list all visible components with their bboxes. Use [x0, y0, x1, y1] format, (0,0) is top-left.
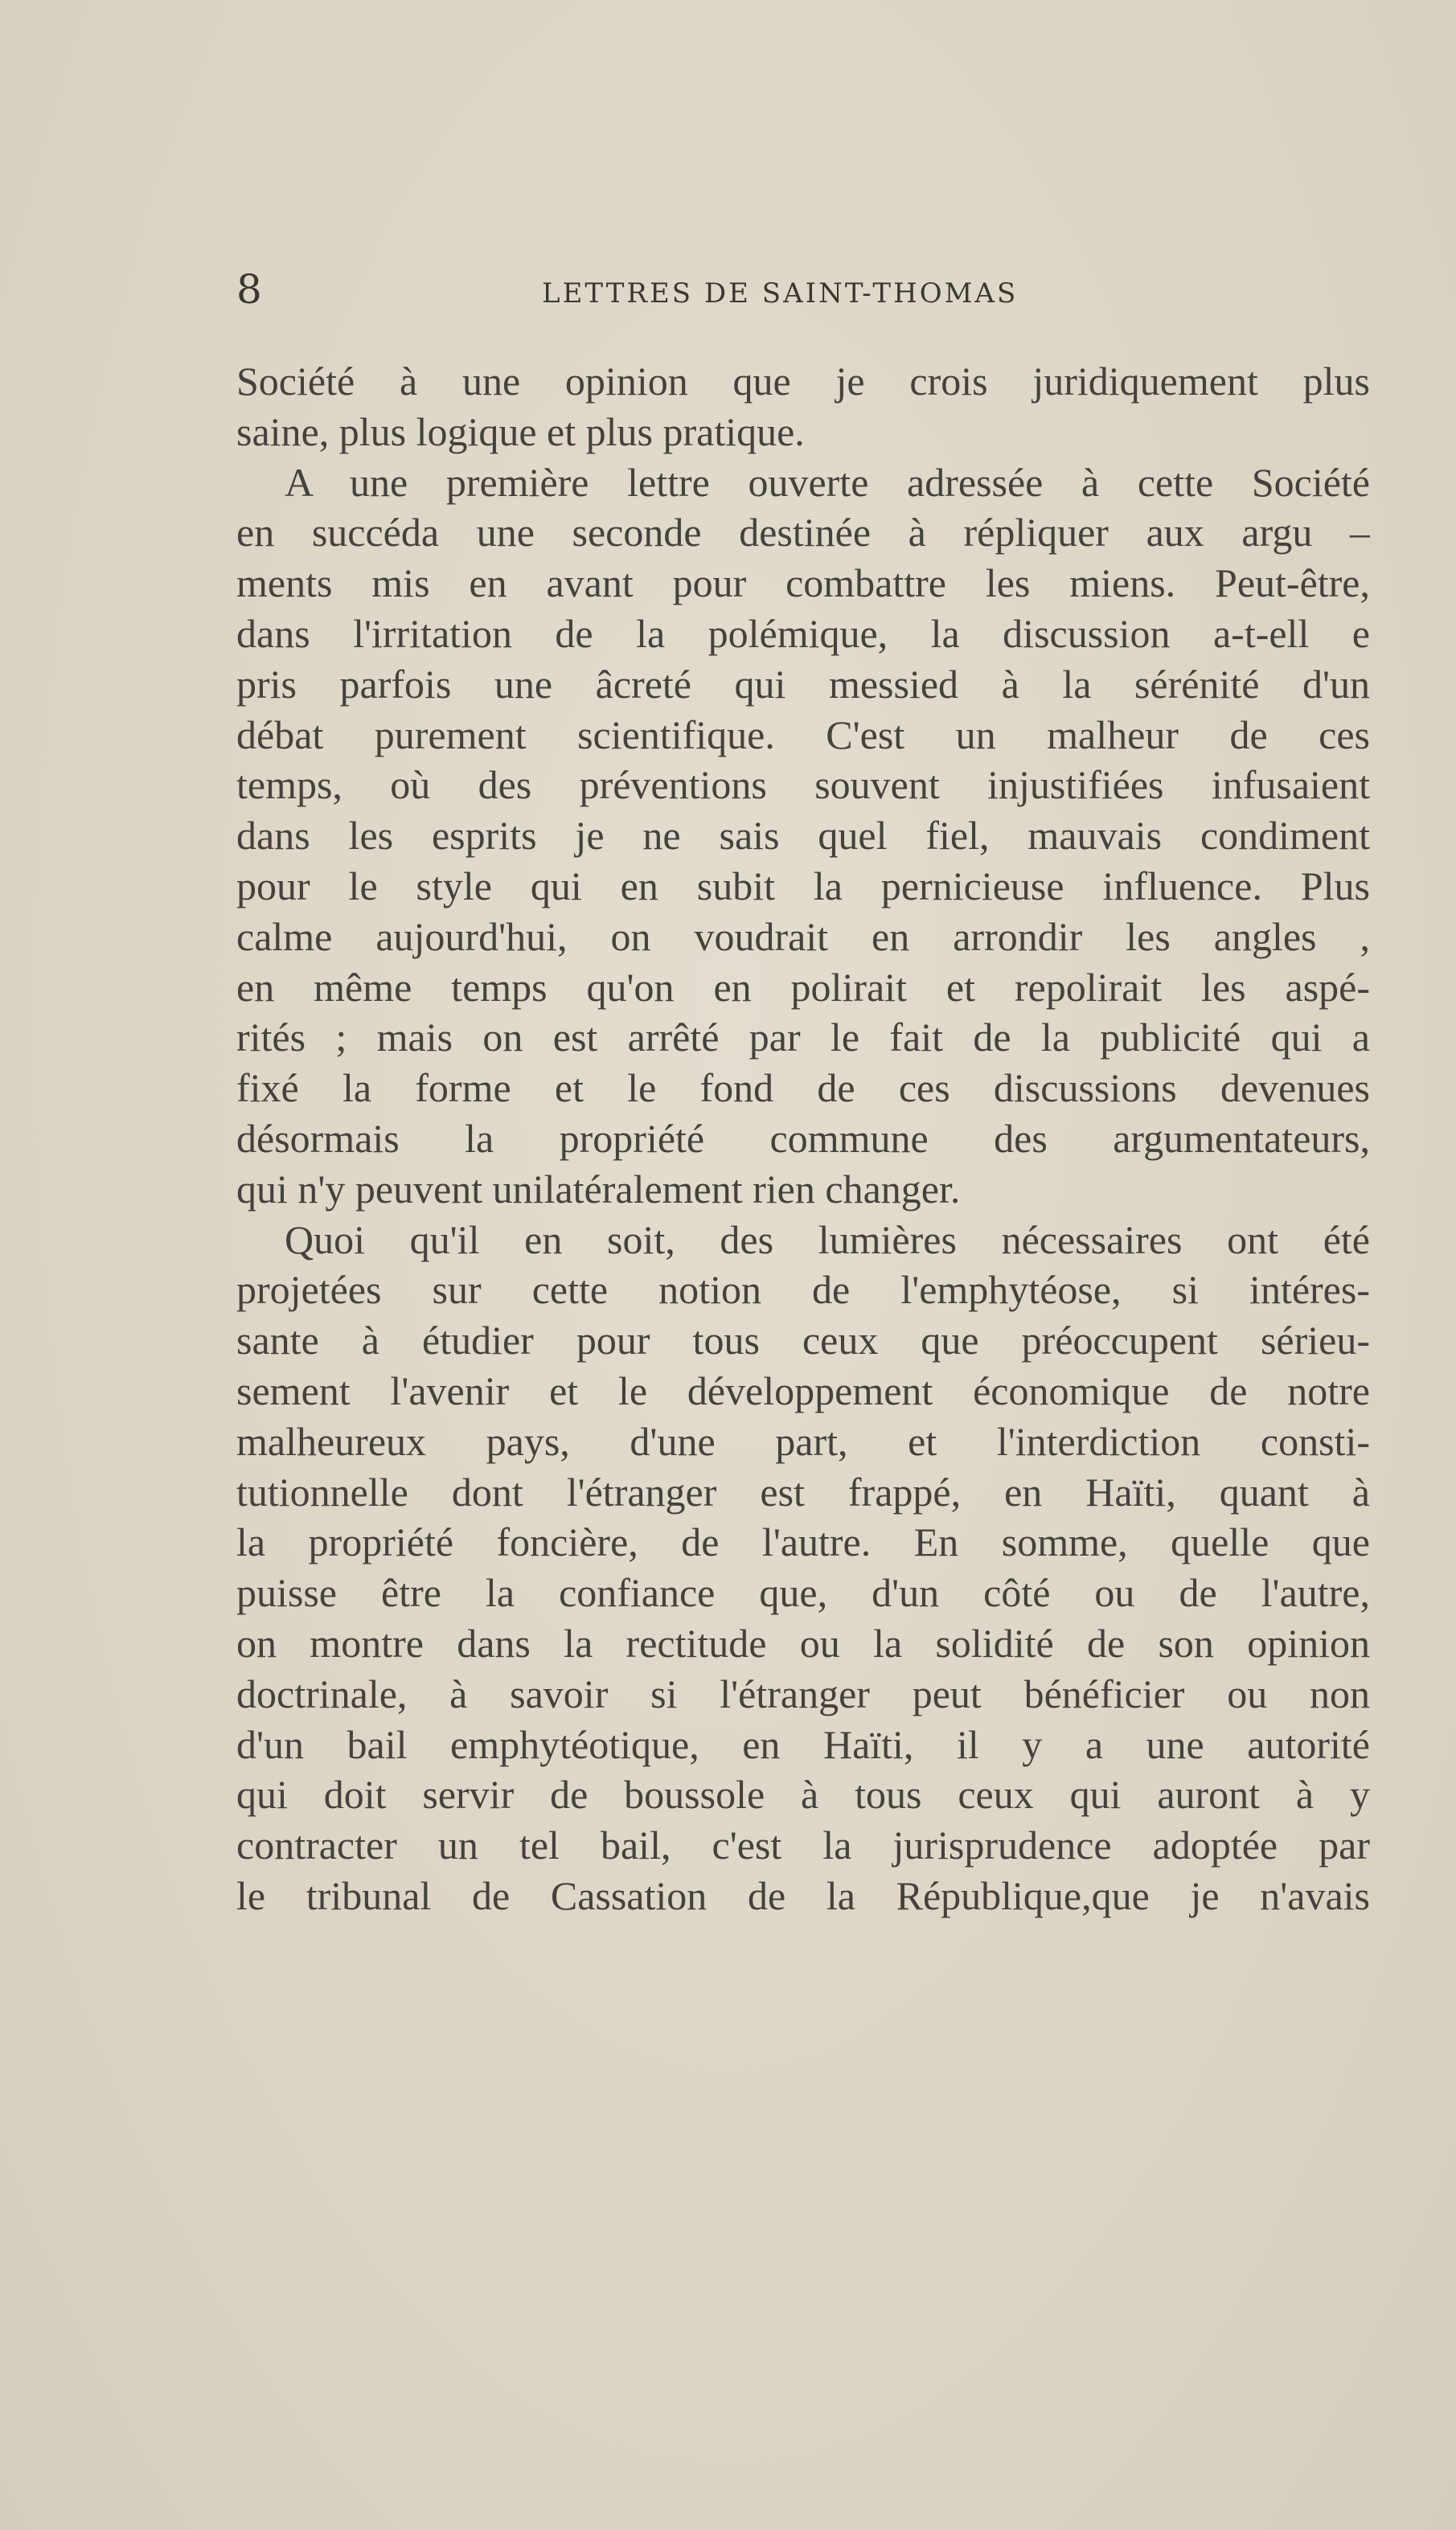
- page-number: 8: [236, 266, 262, 313]
- page-header: [236, 265, 1370, 314]
- text-line: tutionnelle dont l'étranger est frappé, en Haïti, quant à: [236, 1469, 1370, 1515]
- text-line: puisse être la confiance que, d'un côté ou de l'autre,: [236, 1570, 1370, 1616]
- text-line: Quoi qu'il en soit, des lumières nécessaires ont été: [285, 1216, 1370, 1262]
- text-line: dans les esprits je ne sais quel fiel, mauvais condiment: [236, 813, 1370, 859]
- text-line: malheureux pays, d'une part, et l'interdiction consti-: [236, 1418, 1370, 1464]
- text-line: fixé la forme et le fond de ces discussions devenues: [236, 1065, 1370, 1111]
- text-line: ments mis en avant pour combattre les miens. Peut-être,: [236, 560, 1370, 606]
- text-line: A une première lettre ouverte adressée à cette Société: [285, 459, 1370, 505]
- text-line: le tribunal de Cassation de la République,que je n'avais: [236, 1872, 1370, 1918]
- text-line: désormais la propriété commune des argumentateurs,: [236, 1115, 1370, 1161]
- text-line: débat purement scientifique. C'est un malheur de ces: [236, 711, 1370, 757]
- text-line: projetées sur cette notion de l'emphytéose, si intéres-: [236, 1267, 1370, 1313]
- text-line: calme aujourd'hui, on voudrait en arrondir les angles ,: [236, 913, 1370, 959]
- text-line: temps, où des préventions souvent injustifiées infusaient: [236, 762, 1370, 808]
- text-line: pris parfois une âcreté qui messied à la sérénité d'un: [236, 661, 1370, 707]
- text-line: doctrinale, à savoir si l'étranger peut bénéficier ou non: [236, 1671, 1370, 1716]
- text-line: la propriété foncière, de l'autre. En somme, quelle que: [236, 1519, 1370, 1565]
- text-line: pour le style qui en subit la pernicieuse influence. Plus: [236, 863, 1370, 908]
- text-line: en succéda une seconde destinée à répliquer aux argu –: [236, 510, 1370, 556]
- text-line: on montre dans la rectitude ou la solidité de son opinion: [236, 1620, 1370, 1666]
- text-line: saine, plus logique et plus pratique.: [236, 408, 805, 454]
- text-line: d'un bail emphytéotique, en Haïti, il y a une autorité: [236, 1721, 1370, 1767]
- text-line: dans l'irritation de la polémique, la discussion a-t-ell e: [236, 610, 1370, 656]
- running-title: LETTRES DE SAINT-THOMAS: [542, 277, 1019, 310]
- text-line: en même temps qu'on en polirait et repolirait les aspé-: [236, 964, 1370, 1010]
- text-line: qui doit servir de boussole à tous ceux qui auront à y: [236, 1772, 1370, 1818]
- text-line: contracter un tel bail, c'est la jurisprudence adoptée par: [236, 1823, 1370, 1868]
- text-line: sement l'avenir et le développement économique de notre: [236, 1368, 1370, 1413]
- text-line: sante à étudier pour tous ceux que préoccupent sérieu-: [236, 1318, 1370, 1363]
- text-line: qui n'y peuvent unilatéralement rien changer.: [236, 1166, 961, 1212]
- text-line: Société à une opinion que je crois juridiquement plus: [236, 359, 1370, 404]
- body-text: [236, 356, 1370, 1921]
- text-line: rités ; mais on est arrêté par le fait de la publicité qui a: [236, 1015, 1370, 1060]
